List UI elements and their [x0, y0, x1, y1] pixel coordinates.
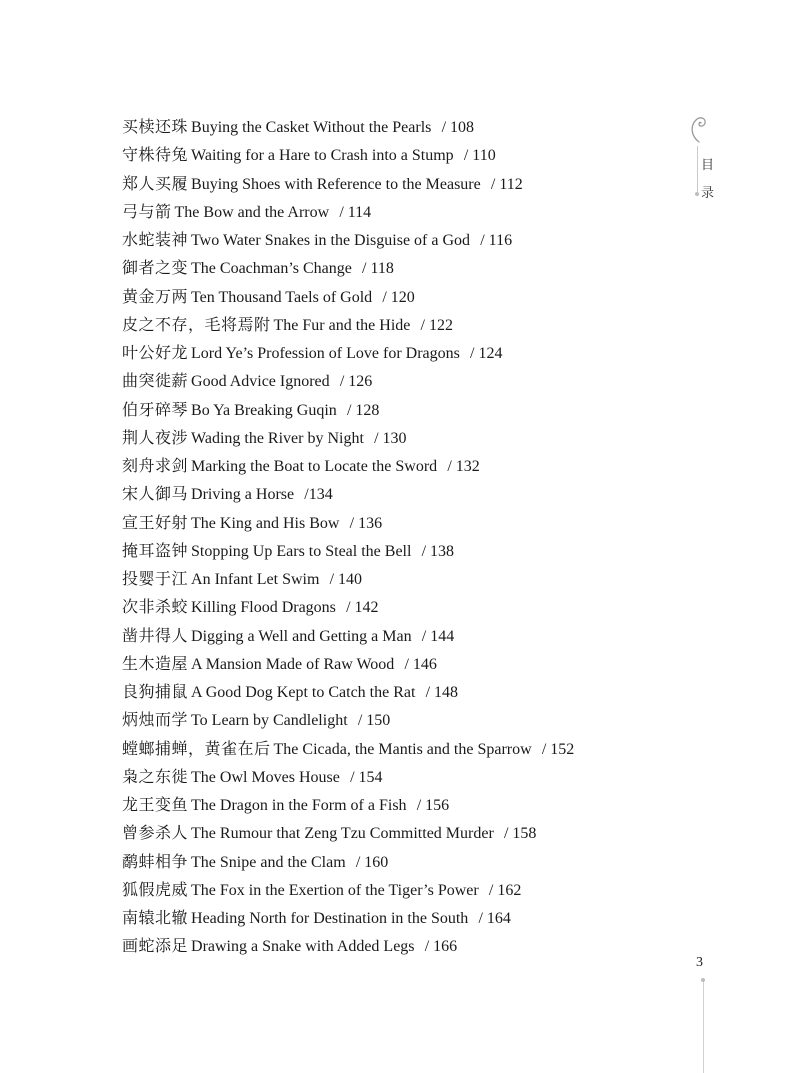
entry-english-title: The Cicada, the Mantis and the Sparrow	[273, 740, 532, 758]
entry-chinese-title: 画蛇添足	[122, 936, 189, 956]
margin-divider-bottom	[703, 982, 704, 1073]
entry-english-title: An Infant Let Swim	[191, 571, 320, 588]
toc-entry[interactable]	[122, 170, 682, 198]
entry-chinese-title: 投婴于江	[122, 569, 189, 588]
toc-entry[interactable]	[122, 678, 682, 706]
entry-english-title: The Bow and the Arrow	[174, 203, 330, 221]
entry-chinese-title: 南辕北辙	[122, 908, 189, 927]
swirl-ornament-icon	[688, 114, 710, 144]
entry-page-number: / 164	[478, 910, 511, 927]
entry-page-number: / 150	[357, 712, 391, 730]
entry-page-number: / 142	[346, 599, 379, 617]
entry-english-title: Good Advice Ignored	[191, 373, 330, 391]
entry-english-title: Heading North for Destination in the South	[191, 910, 469, 927]
toc-entry[interactable]	[122, 367, 682, 395]
toc-entry[interactable]	[122, 848, 682, 876]
toc-entry[interactable]	[122, 283, 682, 311]
entry-english-title: Waiting for a Hare to Crash into a Stump	[191, 147, 454, 165]
entry-page-number: / 126	[339, 373, 373, 391]
side-label-contents	[701, 152, 717, 208]
entry-page-number: / 120	[382, 288, 415, 306]
entry-english-title: Lord Ye’s Profession of Love for Dragons	[191, 345, 460, 362]
toc-entry[interactable]	[122, 311, 682, 339]
toc-entry[interactable]	[122, 706, 682, 734]
entry-english-title: Bo Ya Breaking Guqin	[191, 401, 337, 419]
toc-entry[interactable]	[122, 141, 682, 169]
entry-chinese-title: 叶公好龙	[122, 343, 189, 362]
entry-chinese-title: 黄金万两	[122, 286, 189, 306]
entry-page-number: / 122	[420, 316, 453, 334]
entry-chinese-title: 宋人御马	[122, 484, 189, 504]
entry-english-title: To Learn by Candlelight	[191, 712, 348, 730]
entry-english-title: The King and His Bow	[191, 514, 340, 532]
entry-english-title: Buying Shoes with Reference to the Measure	[191, 175, 481, 193]
entry-page-number: / 158	[503, 825, 537, 843]
entry-chinese-title: 凿井得人	[122, 625, 189, 645]
entry-english-title: The Fox in the Exertion of the Tiger’s Power	[191, 881, 479, 899]
entry-chinese-title: 弓与箭	[122, 201, 172, 221]
entry-english-title: The Snipe and the Clam	[191, 853, 346, 871]
entry-chinese-title: 枭之东徙	[122, 766, 189, 786]
entry-chinese-title: 皮之不存，毛将焉附	[122, 314, 271, 334]
entry-page-number: / 124	[470, 345, 503, 362]
entry-chinese-title: 水蛇装神	[122, 230, 189, 249]
entry-chinese-title: 曾参杀人	[122, 823, 189, 843]
entry-page-number: / 138	[421, 542, 455, 560]
entry-chinese-title: 掩耳盗钟	[122, 540, 189, 560]
side-label-char: 目	[701, 158, 715, 173]
entry-page-number: / 162	[488, 881, 522, 899]
side-label-char: 录	[701, 186, 715, 201]
entry-page-number: / 154	[350, 768, 383, 786]
toc-entry[interactable]	[122, 593, 682, 621]
entry-english-title: The Rumour that Zeng Tzu Committed Murder	[191, 825, 494, 843]
toc-entry[interactable]	[122, 254, 682, 282]
entry-page-number: /134	[304, 486, 333, 504]
margin-dot-icon	[695, 192, 699, 196]
entry-chinese-title: 郑人买履	[122, 173, 189, 193]
toc-entry[interactable]	[122, 650, 682, 678]
entry-chinese-title: 狐假虎威	[122, 879, 189, 899]
entry-chinese-title: 螳螂捕蝉，黄雀在后	[122, 738, 271, 758]
entry-page-number: / 130	[374, 429, 407, 447]
entry-page-number: / 108	[441, 119, 475, 136]
entry-chinese-title: 守株待兔	[122, 145, 189, 165]
entry-english-title: A Mansion Made of Raw Wood	[191, 655, 395, 673]
entry-chinese-title: 御者之变	[122, 258, 189, 278]
entry-page-number: / 110	[463, 147, 496, 165]
entry-page-number: / 152	[541, 740, 575, 758]
toc-entry[interactable]	[122, 198, 682, 226]
entry-chinese-title: 次非杀蛟	[122, 597, 189, 617]
toc-entry[interactable]	[122, 452, 682, 480]
entry-page-number: / 156	[416, 797, 450, 814]
entry-page-number: / 128	[346, 401, 380, 419]
entry-chinese-title: 荆人夜涉	[122, 427, 189, 447]
entry-page-number: / 118	[362, 260, 394, 278]
toc-entry[interactable]	[122, 396, 682, 424]
entry-page-number: / 148	[425, 684, 459, 701]
margin-divider-top	[697, 146, 698, 192]
entry-page-number: / 112	[490, 175, 523, 193]
entry-english-title: Two Water Snakes in the Disguise of a God	[191, 232, 471, 249]
toc-entry[interactable]	[122, 791, 682, 819]
toc-entry[interactable]	[122, 537, 682, 565]
toc-entry[interactable]	[122, 113, 682, 141]
entry-english-title: A Good Dog Kept to Catch the Rat	[191, 684, 416, 701]
toc-entry[interactable]	[122, 226, 682, 254]
entry-english-title: Ten Thousand Taels of Gold	[191, 288, 373, 306]
entry-page-number: / 146	[404, 655, 437, 673]
entry-page-number: / 136	[349, 514, 383, 532]
toc-entry[interactable]	[122, 904, 682, 932]
entry-chinese-title: 买椟还珠	[122, 117, 189, 136]
toc-entry[interactable]	[122, 932, 682, 960]
toc-entry[interactable]	[122, 565, 682, 593]
entry-chinese-title: 伯牙碎琴	[122, 399, 189, 419]
page-number: 3	[696, 955, 703, 970]
entry-chinese-title: 鹬蚌相争	[122, 851, 189, 871]
toc-entry[interactable]	[122, 819, 682, 847]
entry-english-title: Digging a Well and Getting a Man	[191, 627, 412, 645]
entry-chinese-title: 炳烛而学	[122, 710, 189, 730]
entry-page-number: / 116	[480, 232, 513, 249]
entry-page-number: / 166	[424, 938, 458, 956]
toc-entry[interactable]	[122, 763, 682, 791]
entry-english-title: Marking the Boat to Locate the Sword	[191, 458, 438, 475]
entry-english-title: Drawing a Snake with Added Legs	[191, 938, 415, 956]
entry-english-title: Killing Flood Dragons	[191, 599, 336, 617]
entry-chinese-title: 曲突徙薪	[122, 371, 189, 391]
toc-entry[interactable]	[122, 622, 682, 650]
entry-chinese-title: 宣王好射	[122, 512, 189, 532]
toc-entry[interactable]	[122, 876, 682, 904]
toc-entry[interactable]	[122, 339, 682, 367]
toc-entry[interactable]	[122, 480, 682, 508]
toc-entry[interactable]	[122, 735, 682, 763]
entry-english-title: Buying the Casket Without the Pearls	[191, 119, 432, 136]
entry-chinese-title: 良狗捕鼠	[122, 682, 189, 701]
entry-english-title: The Owl Moves House	[191, 768, 340, 786]
entry-page-number: / 160	[355, 853, 389, 871]
toc-entry[interactable]	[122, 509, 682, 537]
entry-chinese-title: 龙王变鱼	[122, 795, 189, 814]
entry-page-number: / 114	[339, 203, 372, 221]
entry-page-number: / 132	[447, 458, 480, 475]
entry-chinese-title: 生木造屋	[122, 653, 189, 673]
entry-page-number: / 140	[329, 571, 363, 588]
entry-english-title: Stopping Up Ears to Steal the Bell	[191, 542, 412, 560]
entry-english-title: The Dragon in the Form of a Fish	[191, 797, 407, 814]
entry-chinese-title: 刻舟求剑	[122, 456, 189, 475]
entry-english-title: Driving a Horse	[191, 486, 295, 504]
entry-english-title: Wading the River by Night	[191, 429, 364, 447]
entry-english-title: The Coachman’s Change	[191, 260, 352, 278]
entry-page-number: / 144	[421, 627, 455, 645]
toc-entry[interactable]	[122, 424, 682, 452]
table-of-contents	[122, 113, 682, 961]
entry-english-title: The Fur and the Hide	[273, 316, 411, 334]
